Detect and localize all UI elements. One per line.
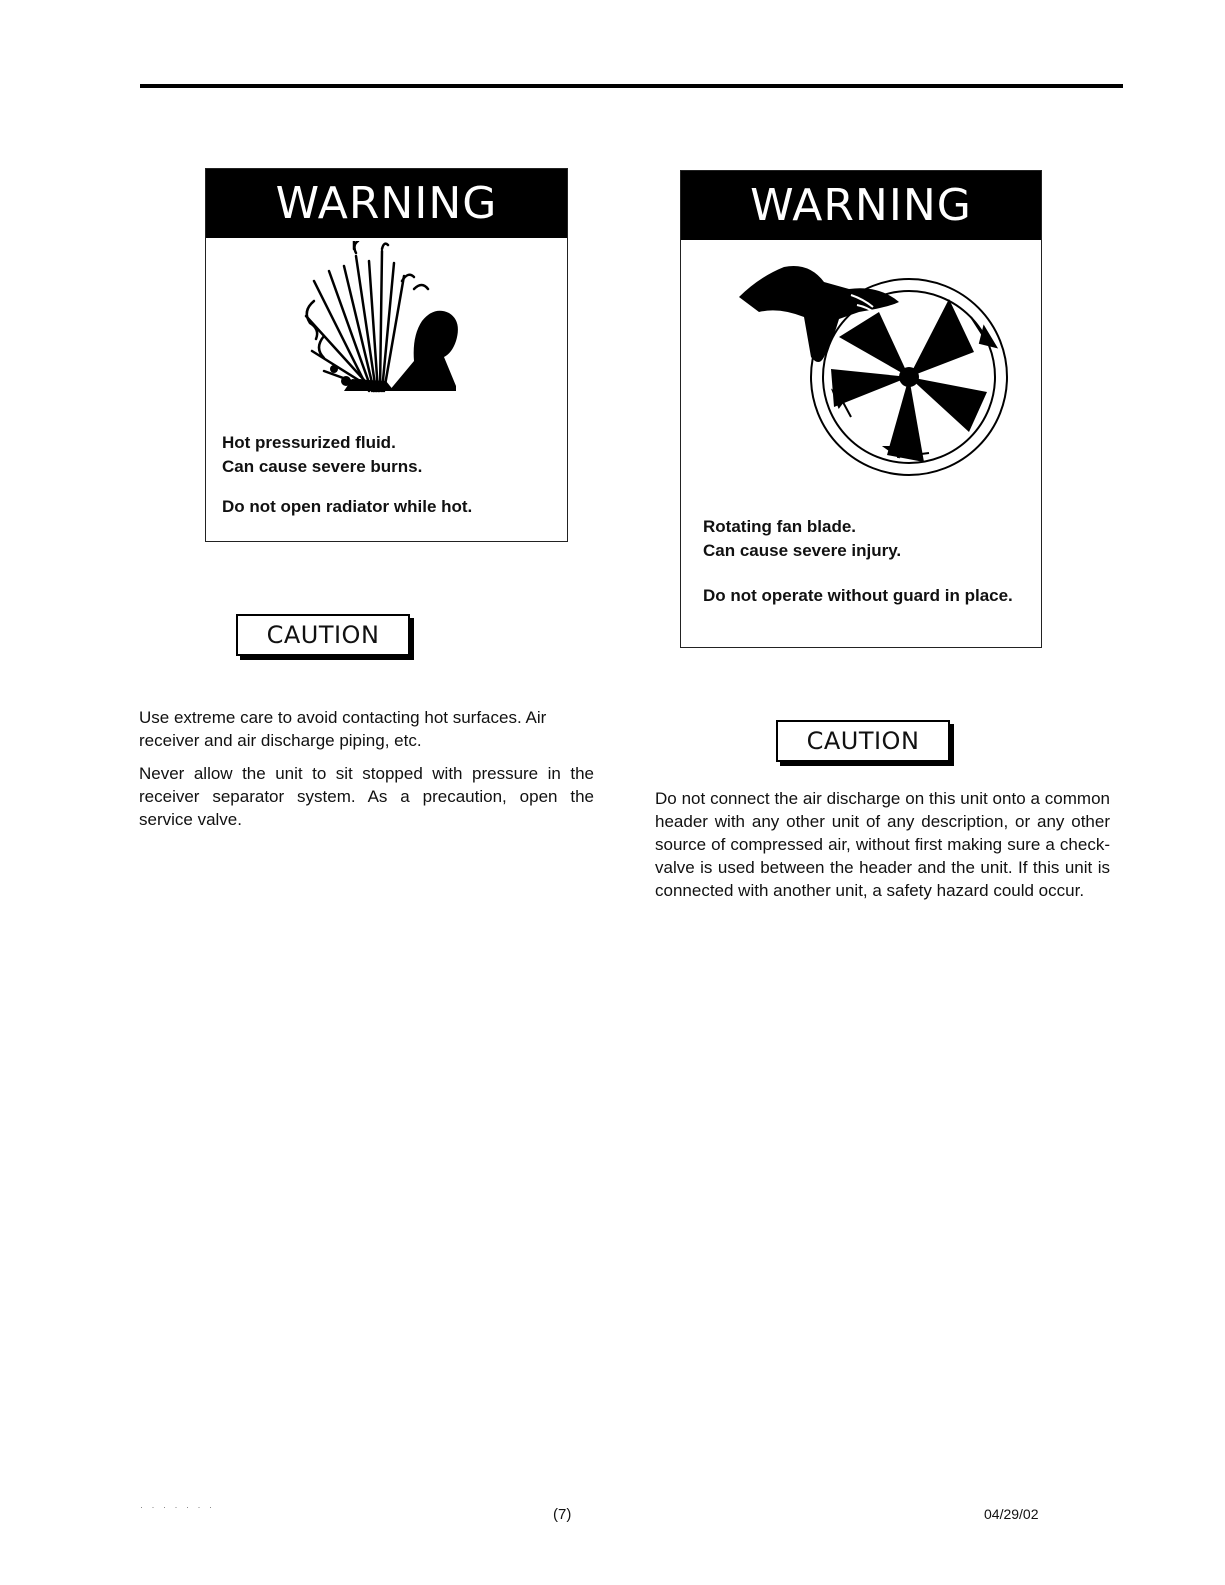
instruction-line: Do not open radiator while hot.: [222, 497, 473, 516]
hazard-line: Rotating fan blade.: [703, 517, 856, 536]
caution-body-left: [139, 706, 594, 841]
warning-label-fan-blade: [680, 170, 1042, 648]
rotating-fan-blade-hand-icon: [739, 257, 1019, 487]
consequence-line: Can cause severe burns.: [222, 457, 423, 476]
page-number: (7): [553, 1506, 572, 1523]
warning-text: [703, 515, 1023, 608]
caution-paragraph: Use extreme care to avoid contacting hot surfaces. Air receiver and air discharge piping, etc.: [139, 708, 547, 750]
warning-banner: WARNING: [206, 169, 567, 238]
warning-banner: WARNING: [681, 171, 1041, 240]
caution-body-right: [655, 787, 1110, 912]
scan-artifact: · · · · · · ·: [140, 1502, 215, 1512]
hot-pressurized-fluid-spray-icon: [294, 241, 474, 421]
caution-badge: CAUTION: [776, 720, 950, 762]
consequence-line: Can cause severe injury.: [703, 541, 902, 560]
instruction-line: Do not operate without guard in place.: [703, 586, 1013, 605]
caution-paragraph: Never allow the unit to sit stopped with pressure in the receiver separator system. As a precaution, open the service valve.: [139, 764, 594, 829]
hazard-line: Hot pressurized fluid.: [222, 433, 396, 452]
document-date: 04/29/02: [984, 1506, 1039, 1522]
warning-label-hot-fluid: [205, 168, 568, 542]
caution-paragraph: Do not connect the air discharge on this unit onto a common header with any other unit of any description, or any other source of compressed air, without first making sure a check-valve is used between the header and the unit. If this unit is connected with another unit, a safety hazard could occur.: [655, 789, 1110, 900]
caution-badge: CAUTION: [236, 614, 410, 656]
warning-text: [222, 431, 552, 519]
top-rule: [140, 84, 1123, 88]
